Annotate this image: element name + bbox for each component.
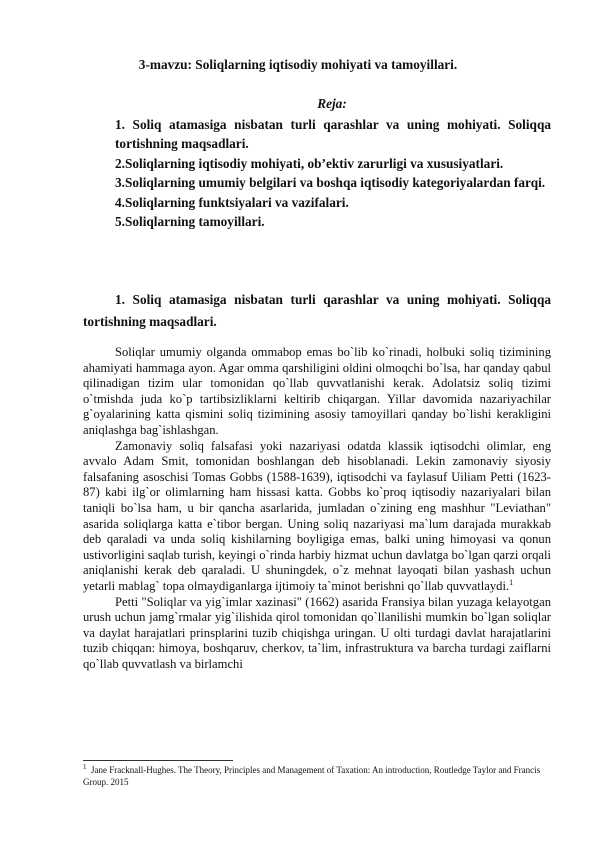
section-heading: 1. Soliq atamasiga nisbatan turli qarashlar va uning mohiyati. Soliqqa tortishning maqsadlari.: [83, 292, 551, 329]
footnote-reference[interactable]: 1: [509, 577, 514, 587]
paragraph: Petti "Soliqlar va yig`imlar xazinasi" (1662) asarida Fransiya bilan yuzaga kelayotgan urush uchun jamg`rmalar yig`ilishida qirol tomonidan qo`llanilishi mumkin bo`lgan soliqlar va daylat harajatlari prinsplarini tuzib chiqishga uringan. U olti turdagi davlat harajatlarini tuzib chiqqan: himoya, boshqaruv, cherkov, ta`lim, infrastruktura va barcha turdagi zaiflarni qo`llab quvvatlash va birlamchi: [83, 594, 551, 671]
footnote-text: Jane Fracknall-Hughes. The Theory, Principles and Management of Taxation: An introduction, Routledge Taylor and Francis Group. 2015: [83, 765, 541, 787]
plan-item: 1. Soliq atamasiga nisbatan turli qarashlar va uning mohiyati. Soliqqa tortishning maqsadlari.: [115, 117, 551, 152]
footnote: [83, 765, 551, 788]
page-title: 3-mavzu: Soliqlarning iqtisodiy mohiyati va tamoyillari.: [138, 57, 458, 72]
plan-item: 2.Soliqlarning iqtisodiy mohiyati, ob’ektiv zarurligi va xususiyatlari.: [115, 155, 504, 171]
plan-label: Reja:: [317, 96, 347, 111]
body-text: [83, 345, 551, 672]
footnote-marker: 1: [83, 763, 87, 771]
paragraph-text: Zamonaviy soliq falsafasi yoki nazariyasi odatda klassik iqtisodchi olimlar, eng avvalo Adam Smit, tomonidan boshlangan deb hisoblanadi. Lekin zamonaviy siyosiy falsafaning asoschisi Tomas Gobbs (1588-1639), iqtisodchi va faylasuf Uiliam Petti (1623-87) kabi ilg`or olimlarning ham hissasi katta. Gobbs ko`proq iqtisodiy nazariyalari bilan taniqli bo`lsa ham, u bir qancha asarlarida, jumladan o`zining eng mashhur "Leviathan" asarida soliqlarga katta e`tibor bergan. Uning soliq nazariyasi ma`lum darajada murakkab deb qaraladi va unda soliq kishilarning boyligiga emas, balki uning himoyasi va qonun ustivorligini saqlab turish, keyingi o`rinda harbiy hizmat uchun davlatga bo`lgan qarzi orqali aniqlanishi kerak deb qaraladi. U shuningdek, o`z mehnat layoqati bilan yashash uchun yetarli mablag` topa olmaydiganlarga ijtimoiy ta`minot berishni qo`llab quvvatlaydi.: [83, 438, 551, 593]
paragraph: [83, 439, 551, 595]
plan-item: 4.Soliqlarning funktsiyalari va vazifalari.: [115, 194, 349, 210]
paragraph: Soliqlar umumiy olganda ommabop emas bo`lib ko`rinadi, holbuki soliq tizimining ahamiyati hammaga ayon. Agar omma qarshiligini oldini olmoqchi bo`lsa, har qanday qabul qilinadigan tizim ular tomonidan qo`llab quvvatlanishi kerak. Adolatsiz soliq tizimi o`tmishda juda ko`p tartibsizliklarni keltirib chiqargan. Yillar davomida nazariyachilar g`oyalarining katta qismini soliq tizimining asosiy tamoyillari qanday bo`lishi kerakligini aniqlashga bag`ishlashgan.: [83, 345, 551, 437]
plan-item: 3.Soliqlarning umumiy belgilari va boshqa iqtisodiy kategoriyalardan farqi.: [115, 175, 546, 191]
plan-item: 5.Soliqlarning tamoyillari.: [115, 214, 265, 230]
plan-list: [115, 115, 551, 231]
footnote-divider: [83, 760, 233, 761]
